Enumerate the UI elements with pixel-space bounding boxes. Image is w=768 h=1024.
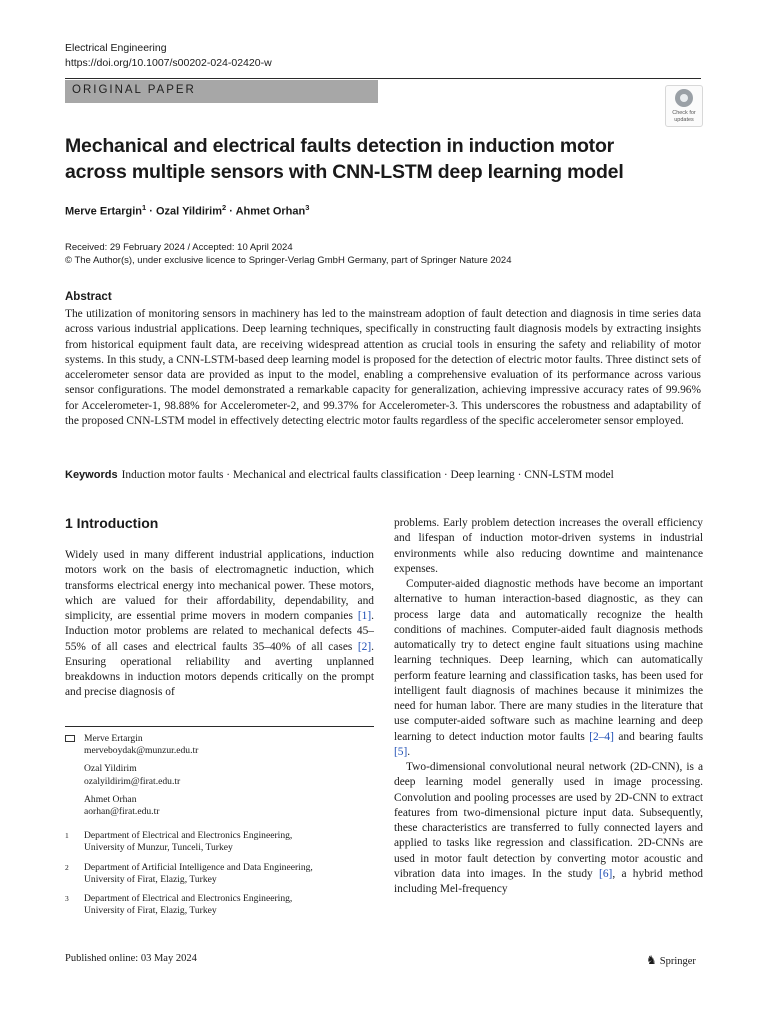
springer-horse-icon: ♞ [646,953,657,967]
paragraph-text: Widely used in many different industrial applications, induction motors work on the basis of electromagnetic induction, which transforms electrical energy into mechanical power. These motors, which are valued for their affordability, dependability, and simplicity, are essential prime movers in modern companies [65,549,374,622]
publisher-name: Springer [659,956,696,967]
author-name[interactable]: Ahmet Orhan [235,205,306,218]
affiliation [65,893,374,917]
doi-link[interactable]: https://doi.org/10.1007/s00202-024-02420-w [65,57,272,69]
published-date: Published online: 03 May 2024 [65,953,197,964]
contact-email[interactable]: ozalyildirim@firat.edu.tr [84,775,181,787]
coauthor-contact [84,794,374,818]
footnotes [65,733,374,924]
paragraph-text: Computer-aided diagnostic methods have become an important alternative to human interaction-based diagnostic, as they can process large data and automatically recognize the health conditions of machines. Computer-aided fault diagnosis methods automatically try to detect engine fault situations using machine learning techniques. Deep learning, which can automatically perform feature learning and classification tasks, has been used for intelligent fault diagnosis of machines because it minimizes the need for human labor. There are many studies in the literature that use computer-aided software such as machine learning and deep learning to detect induction motor faults [394,578,703,743]
contact-name: Ahmet Orhan [84,793,137,805]
affiliation-line: Department of Artificial Intelligence and Data Engineering, [84,861,313,873]
intro-paragraph-1 [65,548,374,701]
affiliation-line: University of Firat, Elazig, Turkey [84,905,217,917]
article-type-banner [65,80,378,103]
affiliation-number: 2 [65,862,69,872]
citation-link[interactable]: [6] [599,867,613,880]
author-separator: · [226,205,236,218]
affiliation [65,830,374,854]
abstract-heading: Abstract [65,291,112,303]
affiliation-number: 3 [65,894,69,904]
envelope-icon [65,735,75,742]
author-name[interactable]: Merve Ertargin [65,205,143,218]
paragraph-text: Two-dimensional convolutional neural network (2D-CNN), is a deep learning model generally used in image processing. Convolution and pooling processes are used by 2D-CNN to extract features from two-dimensional picture input data. Subsequently, these characteristics are transferred to fully connected layers and applied to tasks like regression and classification. 2D-CNNs are used in motor fault detection by converting motor acoustic and vibration data into images. In the study [394,761,703,880]
intro-paragraph-2: problems. Early problem detection increases the overall efficiency and lifespan of induction motor-driven systems in industrial environments while also reducing downtime and maintenance expenses. [394,517,703,575]
citation-link[interactable]: [2] [357,640,372,653]
citation-link[interactable]: [2–4] [589,730,614,743]
footnote-rule [65,726,374,727]
intro-paragraph-4 [394,760,703,897]
contact-email[interactable]: aorhan@firat.edu.tr [84,806,160,818]
paragraph-text: . Ensuring operational reliability and averting unplanned breakdowns in induction motors depends critically on the prompt and precise diagnosis of [65,640,374,699]
check-for-updates-button[interactable] [665,85,703,127]
body-column-right [394,516,703,897]
corresponding-author [84,733,374,757]
keywords-line [65,468,701,483]
article-type-label: ORIGINAL PAPER [72,84,196,96]
copyright-notice: © The Author(s), under exclusive licence to Springer-Verlag GmbH Germany, part of Springer Nature 2024 [65,255,512,266]
citation-link[interactable]: [5] [394,745,408,758]
contact-email[interactable]: merveboydak@munzur.edu.tr [84,745,199,757]
body-column-left [65,548,374,701]
paragraph-text: . Induction motor problems are related to mechanical defects 45–55% of all cases and electrical faults 35–40% of all cases [65,610,374,653]
abstract-text: The utilization of monitoring sensors in machinery has led to the mainstream adoption of fault detection and diagnosis in time series data across various industrial applications. Deep learning techniques, specifically in constructing fault diagnosis models by extracting insights from historical equipment fault data, are receiving widespread attention as crucial tools in ensuring the safety and reliability of motor systems. In this study, a CNN-LSTM-based deep learning model is proposed for the detection of electric motor faults. Three distinct sets of accelerometer sensor data are provided as input to the model, enabling a comprehensive evaluation of its performance across various sensor configurations. The model demonstrated a remarkable capacity for generalization, achieving impressive accuracy rates of 99.96% for Accelerometer-1, 98.88% for Accelerometer-2, and 99.37% for Accelerometer-3. This underscores the robustness and adaptability of the proposed CNN-LSTM model in effectively detecting electric motor faults regardless of the specific accelerometer sensor employed. [65,308,701,428]
affiliation-line: University of Firat, Elazig, Turkey [84,873,217,885]
author-list [65,203,309,218]
section-heading-introduction: 1 Introduction [65,515,159,531]
received-dates: Received: 29 February 2024 / Accepted: 10 April 2024 [65,242,293,253]
journal-name: Electrical Engineering [65,42,167,54]
author-affiliation-mark: 2 [222,203,227,212]
affiliation-line: Department of Electrical and Electronics Engineering, [84,893,293,905]
affiliation-number: 1 [65,831,69,841]
affiliation-line: Department of Electrical and Electronics Engineering, [84,830,293,842]
contact-name: Merve Ertargin [84,733,143,744]
affiliation-line: University of Munzur, Tunceli, Turkey [84,842,233,854]
check-updates-label-2: updates [674,117,694,123]
author-name[interactable]: Ozal Yildirim [155,205,223,218]
header-rule [65,78,701,79]
contact-name: Ozal Yildirim [84,763,137,775]
intro-paragraph-3 [394,577,703,760]
author-separator: · [146,205,156,218]
author-affiliation-mark: 1 [142,203,147,212]
author-affiliation-mark: 3 [305,203,310,212]
paragraph-text: , a hybrid method including Mel-frequency [394,867,703,895]
keywords-label: Keywords [65,469,118,481]
affiliation [65,861,374,886]
check-updates-label-1: Check for [672,110,696,116]
keywords-list: Induction motor faults · Mechanical and electrical faults classification · Deep learning · CNN-LSTM model [121,469,614,481]
check-updates-icon [675,89,693,107]
paragraph-text: and bearing faults [613,730,704,743]
publisher-logo [646,953,696,968]
article-title: Mechanical and electrical faults detection in induction motor across multiple sensors with CNN-LSTM deep learning model [65,135,624,183]
coauthor-contact [84,763,374,787]
paragraph-text: . [407,745,411,758]
citation-link[interactable]: [1] [357,610,372,622]
